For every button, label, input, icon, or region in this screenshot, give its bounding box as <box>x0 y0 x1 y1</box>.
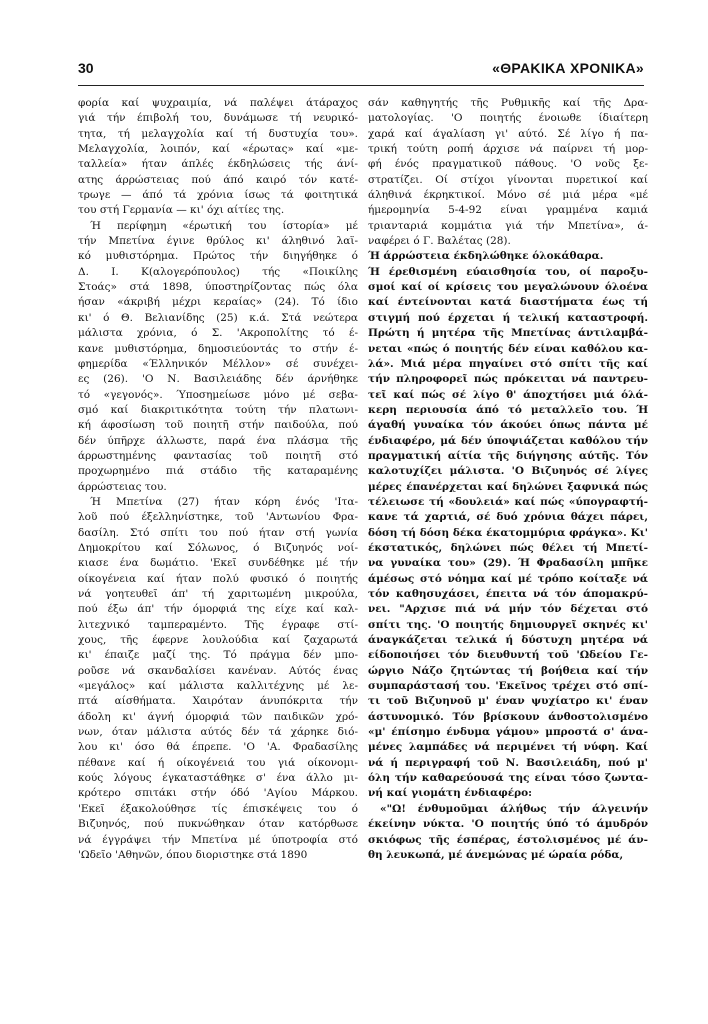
text-line: νά έγγράψει τήν Μπετίνα μέ ύποτροφία στό <box>78 833 358 846</box>
text-line: λοῦ πού έξελληνίστηκε, τοῦ 'Αντωνίου Φρα- <box>78 511 358 524</box>
text-line: «μεγάλος» καί μάλιστα καλλιτέχνης μέ λε- <box>78 680 358 693</box>
text-line: δέν ύπῆρχε άλλωστε, παρά ένα πλάσμα τῆς <box>78 434 358 447</box>
left-text-column <box>78 96 358 863</box>
text-line: λου κι' όσο θά έπρεπε. 'Ο 'Α. Φραδασίλης <box>78 741 358 754</box>
right-text-column <box>368 96 648 863</box>
text-line: πραγματική αίτία τῆς διήγησης αύτῆς. Τόν <box>368 449 648 462</box>
text-line: θη λευκωπά, μέ άνεμώνας μέ ώραία ρόδα, <box>368 848 624 861</box>
text-line: 'Εκεῖ έξακολούθησε τίς έπισκέψεις του ό <box>78 802 358 815</box>
text-line: πέθανε καί ή οίκογένειά του γιά οίκονομι- <box>78 756 358 769</box>
page-number: 30 <box>78 60 94 76</box>
text-line: σκιόφως τῆς έσπέρας, έστολισμένος μέ άν- <box>368 833 648 846</box>
text-line: τήν πληροφορεῖ πώς πρόκειται νά παντρευ- <box>368 373 648 386</box>
text-line: Ή έρεθισμένη εύαισθησία του, οί παροξυ- <box>368 265 648 278</box>
text-line: κρότερο σπιτάκι στήν όδό 'Αγίου Μάρκου. <box>78 787 358 800</box>
text-line: «μ' έπίσημο ένδυμα γάμου» μπροστά σ' άνα- <box>368 726 648 739</box>
text-line: στρατίζει. Οί στίχοι γίνονται πυρετικοί καί <box>368 173 648 186</box>
text-line: Πρώτη ή μητέρα τῆς Μπετίνας άντιλαμβά- <box>368 327 648 340</box>
text-line: κούς λόγους έγκαταστάθηκε σ' ένα άλλο μι- <box>78 772 358 785</box>
text-line: τόν καθησυχάσει, έπειτα νά τόν άπομακρύ- <box>368 588 648 600</box>
text-line: άρρωστημένης φαντασίας τοῦ ποιητῆ στό <box>78 449 358 462</box>
text-line: σμοί καί οί κρίσεις του μεγαλώνουν όλοένα <box>368 281 648 294</box>
text-line: νει. "Αρχισε πιά νά μήν τόν δέχεται στό <box>368 603 648 616</box>
text-line: ήσαν «άκριβή μέχρι κεραίας» (24). Τό ίδιο <box>78 296 358 309</box>
text-line: άδολη κι' άγνή όμορφιά τῶν παιδικῶν χρό- <box>78 710 358 723</box>
text-line: πού έξω άπ' τήν όμορφιά της είχε καί καλ- <box>78 603 358 616</box>
text-line: Ή περίφημη «έρωτική του ίστορία» μέ <box>90 219 358 232</box>
text-line: τέλειωσε τή «δουλειά» καί πώς «ύπογραφτή- <box>368 495 648 508</box>
text-line: μάλιστα χρόνια, ό Σ. 'Ακροπολίτης τό έ- <box>78 327 358 340</box>
text-line: ταλλεία» ήταν άπλές έκδηλώσεις τής άνί- <box>78 158 358 171</box>
text-line: κιασε ένα δωμάτιο. 'Εκεῖ συνδέθηκε μέ τήν <box>78 557 358 570</box>
text-line: Μελαγχολία, λοιπόν, καί «έρωτας» καί «με- <box>78 143 358 156</box>
text-line: τι τοῦ Βιζυηνοῦ μ' έναν ψυχίατρο κι' έναν <box>368 695 648 708</box>
text-line: ναφέρει ό Γ. Βαλέτας (28). <box>368 235 511 248</box>
text-line: προχωρημένο πιά στάδιο τῆς καταραμένης <box>78 465 358 478</box>
text-line: Δ. Ι. Κ(αλογερόπουλος) τής «Ποικίλης <box>78 265 358 278</box>
text-line: του στή Γερμανία — κι' όχι αίτίες της. <box>78 204 285 217</box>
text-line: φημερίδα «Έλληνικόν Μέλλον» σέ συνέχει- <box>78 357 358 370</box>
text-line: ένδιαφέρο, μά δέν ύποψιάζεται καθόλου τήν <box>368 434 648 447</box>
text-line: νων, όταν μάλιστα αύτός δέν τά χάρηκε διό- <box>78 726 358 739</box>
text-line: δασίλη. Στό σπίτι του πού ήταν στή γωνία <box>78 526 358 539</box>
text-line: φορία καί ψυχραιμία, νά παλέψει άτάραχος <box>78 97 358 109</box>
text-line: Ή Μπετίνα (27) ήταν κόρη ένός 'Ιτα- <box>90 495 358 508</box>
text-line: λά». Μιά μέρα πηγαίνει στό σπίτι τῆς καί <box>368 357 648 370</box>
text-line: έκείνην νύκτα. 'Ο ποιητής ύπό τό άμυδρόν <box>368 818 648 831</box>
page-header <box>78 60 644 84</box>
text-line: σμό καί διακριτικότητα τούτη τήν πλατωνι- <box>78 403 358 416</box>
text-line: συμπαράστασή του. 'Εκεῖνος τρέχει στό σπί- <box>368 680 648 693</box>
text-line: κι' έπαιζε μαζί της. Τό πράγμα δέν μπο- <box>78 649 358 662</box>
journal-title: «ΘΡΑΚΙΚΑ ΧΡΟΝΙΚΑ» <box>492 60 644 76</box>
text-line: καί έντείνονται κατά διαστήματα έως τή <box>368 296 648 309</box>
text-line: «"Ω! ένθυμοῦμαι άλήθως τήν άλγεινήν <box>380 802 648 815</box>
text-line: λιτεχνικό ταμπεραμέντο. Τῆς έγραφε στί- <box>78 618 358 631</box>
text-line: τήν Μπετίνα έγινε θρύλος κι' άληθινό λαϊ- <box>78 235 358 248</box>
text-line: φή ένός πραγματικοῦ πάθους. 'Ο νοῦς ξε- <box>368 158 648 171</box>
text-line: ατης άρρώστειας πού άπό καιρό τόν κατέ- <box>78 173 358 186</box>
text-line: καλοτυχίζει μάλιστα. 'Ο Βιζυηνός σέ λίγες <box>368 465 648 478</box>
text-line: Δημοκρίτου καί Σόλωνος, ό Βιζυηνός νοί- <box>78 541 358 554</box>
text-line: τρική τούτη ροπή άρχισε νά παίρνει τή μορ- <box>368 143 648 156</box>
text-line: τητα, τή μελαγχολία καί τή δυστυχία του». <box>78 127 358 140</box>
text-line: ώργιο Νάζο ζητώντας τή βοήθεια καί τήν <box>368 664 648 677</box>
text-line: κανε τά χαρτιά, σέ δυό χρόνια θάχει πάρει, <box>368 511 648 524</box>
text-line: κι' ό Θ. Βελιανίδης (25) κ.ά. Στά νεώτερα <box>78 311 358 324</box>
text-line: τριανταριά κομμάτια γιά τήν Μπετίνα», ά- <box>368 219 648 232</box>
text-line: οίκογένεια καί ήταν πολύ φυσικό ό ποιητής <box>78 572 358 585</box>
text-line: 'Ωδεῖο 'Αθηνῶν, όπου διοριστηκε στά 1890 <box>78 848 308 861</box>
text-line: έκστατικός, δηλώνει πώς θέλει τή Μπετί- <box>368 541 648 554</box>
text-line: όλη τήν καθαρεύουσά της είναι τόσο ζωντα- <box>368 772 648 785</box>
text-line: σάν καθηγητής τῆς Ρυθμικῆς καί τῆς Δρα- <box>368 97 648 109</box>
text-line: πτά αίσθήματα. Χαιρόταν άνυπόκριτα τήν <box>78 695 358 708</box>
text-line: δόση τή δόση δέκα έκατομμύρια φράγκα». Κι' <box>368 526 648 539</box>
text-line: Στοάς» στά 1898, ύποστηρίζοντας πώς όλα <box>78 281 358 294</box>
text-line: άμέσως στό νόημα καί μέ τρόπο κοίταξε νά <box>368 572 648 585</box>
text-line: μένες λαμπάδες νά περιμένει τή νύφη. Καί <box>368 741 648 754</box>
text-line: κή άφοσίωση τοῦ ποιητῆ στήν παιδούλα, πού <box>78 419 358 432</box>
text-line: κανε μυθιστόρημα, δημοσιεύοντάς το στήν έ- <box>78 342 358 355</box>
text-line: νά ή περιγραφή τοῦ Ν. Βασιλειάδη, πού μ' <box>368 756 648 769</box>
text-line: να γυναίκα του» (29). Ή Φραδασίλη μπῆκε <box>368 557 648 570</box>
text-line: χους, τῆς έφερνε λουλούδια καί ζαχαρωτά <box>78 634 358 647</box>
text-line: χαρά καί άγαλίαση γι' αύτό. Σέ λίγο ή πα- <box>368 127 648 140</box>
text-line: νή καί γιομάτη ένδιαφέρο: <box>368 787 532 800</box>
text-line: ήμερομηνία 5-4-92 είναι γραμμένα καμιά <box>368 204 648 217</box>
text-line: τό «γεγονός». Ύποσημείωσε μόνο μέ σεβα- <box>78 388 358 401</box>
text-line: κερη περιουσία άπό τό μεταλλεῖο του. Ή <box>368 403 648 416</box>
text-line: τρωγε — άπό τά χρόνια ίσως τά φοιτητικά <box>78 189 358 202</box>
text-line: ες (26). 'Ο Ν. Βασιλειάδης δέν άρνήθηκε <box>78 373 358 386</box>
text-line: άληθινά έκρηκτικοί. Μόνο σέ μιά μέρα «μέ <box>368 189 648 202</box>
text-line: άστυνομικό. Τόν βρίσκουν άνθοστολισμένο <box>368 710 648 723</box>
text-line: άρρώστειας του. <box>78 480 167 493</box>
header-rule <box>78 85 644 86</box>
text-line: Ή άρρώστεια έκδηλώθηκε όλοκάθαρα. <box>368 250 604 263</box>
text-line: νεται «πώς ό ποιητής δέν είναι καθόλου κα- <box>368 342 648 355</box>
text-line: τεῖ καί πώς σέ λίγο θ' άποχτήσει μιά όλά- <box>368 388 648 401</box>
text-line: άναγκάζεται τελικά ή δύστυχη μητέρα νά <box>368 634 648 647</box>
text-line: κό μυθιστόρημα. Πρώτος τήν διηγήθηκε ό <box>78 250 358 263</box>
text-line: άγαθή γυναίκα τόν άκούει όπως πάντα μέ <box>368 419 648 432</box>
text-line: νά γοητευθεῖ άπ' τή χαριτωμένη μικρούλα, <box>78 588 358 600</box>
text-line: ματολογίας. 'Ο ποιητής ένοιωθε ίδιαίτερη <box>368 112 648 125</box>
text-line: στιγμή πού έρχεται ή τελική καταστροφή. <box>368 311 648 324</box>
text-line: ροῦσε νά σκανδαλίσει κανέναν. Αύτός ένας <box>78 664 358 677</box>
text-line: είδοποιήσει τόν διευθυντή τοῦ 'Ωδείου Γε- <box>368 649 648 662</box>
text-line: μέρες έπανέρχεται καί δηλώνει ξαφνικά πώς <box>368 480 648 493</box>
text-line: σπίτι της. 'Ο ποιητής δημιουργεῖ σκηνές κι' <box>368 618 648 631</box>
text-line: γιά τήν έπιβολή του, δυνάμωσε τή νευρικό- <box>78 112 358 125</box>
text-line: Βιζυηνός, πού πυκνώθηκαν όταν κατόρθωσε <box>78 818 358 831</box>
